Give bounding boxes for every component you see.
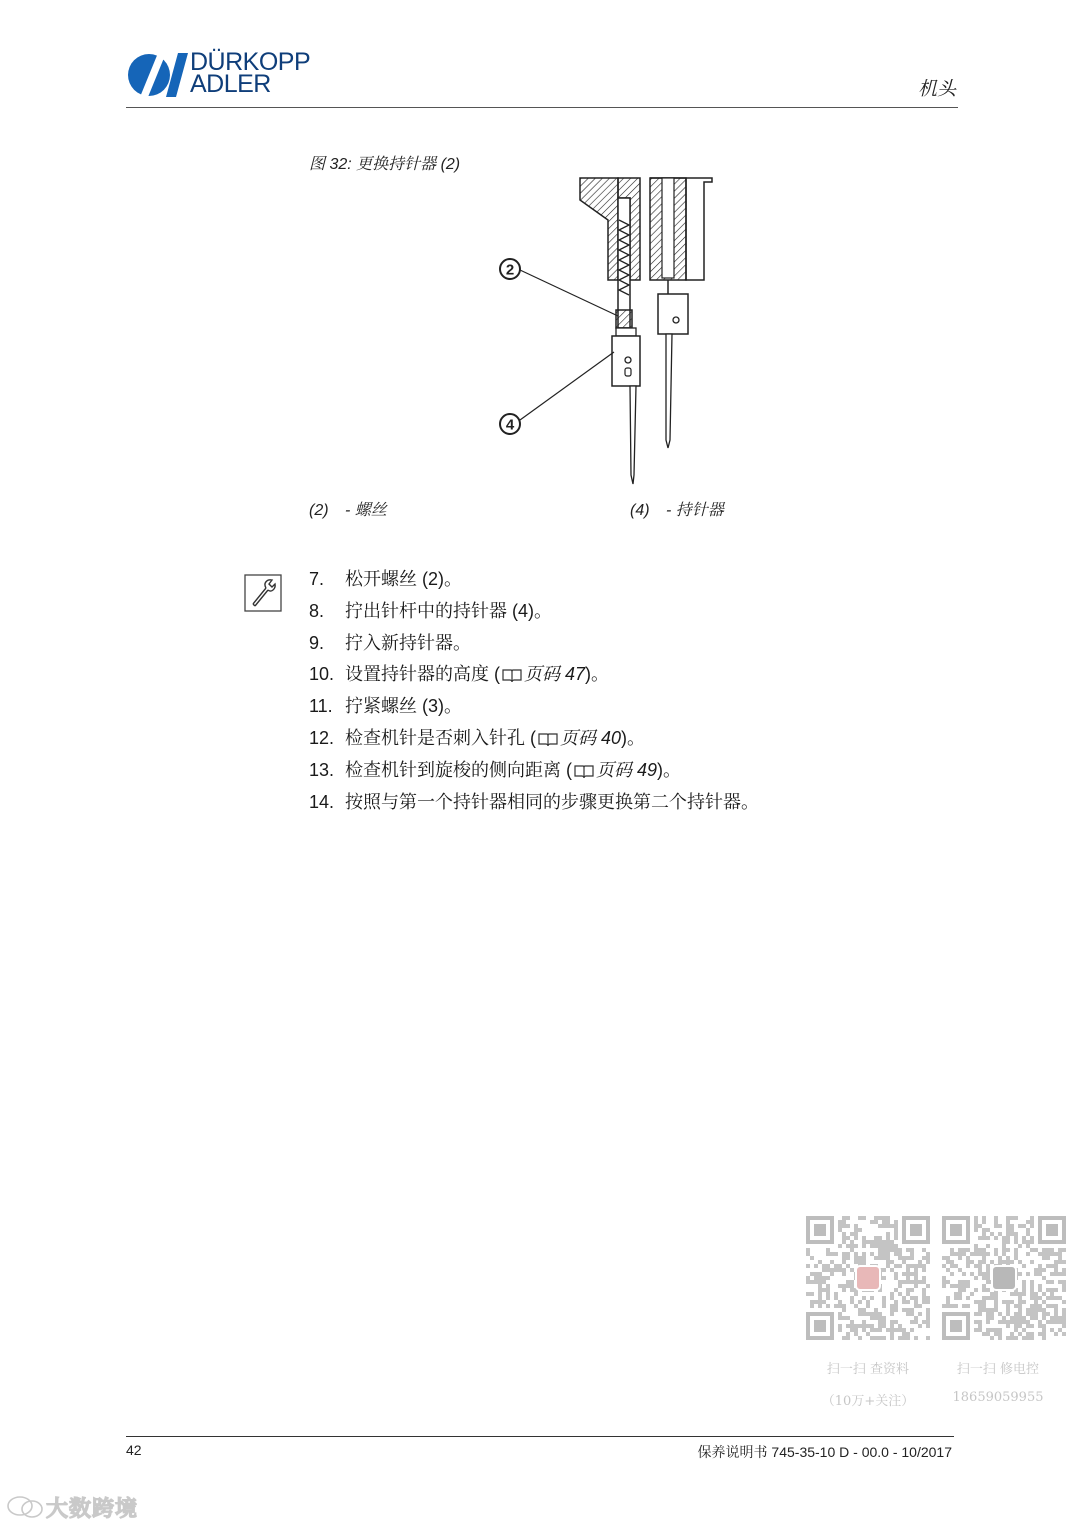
book-icon	[574, 763, 594, 779]
step-item: 9. 拧入新持针器。	[309, 632, 471, 653]
page-reference-link[interactable]: 页码 47	[524, 664, 586, 685]
page-number: 42	[126, 1442, 142, 1458]
wrench-icon	[244, 574, 282, 612]
callout-2	[500, 259, 520, 279]
document-id: 保养说明书 745-35-10 D - 00.0 - 10/2017	[697, 1444, 952, 1460]
step-item: 11. 拧紧螺丝 (3)。	[309, 696, 462, 717]
book-icon	[538, 731, 558, 747]
step-item: 13. 检查机针到旋梭的侧向距离 ( 页码 49)。	[309, 759, 682, 780]
page-reference-link[interactable]: 页码 49	[596, 759, 658, 780]
qr-code[interactable]	[806, 1216, 930, 1340]
wechat-icon	[6, 1494, 46, 1520]
procedure-steps	[309, 565, 759, 819]
watermark: 大数跨境	[6, 1492, 138, 1523]
header-divider	[126, 107, 958, 108]
footer-divider	[126, 1436, 954, 1437]
step-item: 7. 松开螺丝 (2)。	[309, 569, 462, 589]
svg-text:4: 4	[505, 416, 515, 434]
page-reference-link[interactable]: 页码 40	[560, 727, 622, 748]
section-title: 机头	[917, 79, 956, 100]
qr-caption: 扫一扫 修电控	[956, 1362, 1040, 1377]
step-item: 10. 设置持针器的高度 ( 页码 47)。	[309, 664, 610, 685]
step-item: 8. 拧出针杆中的持针器 (4)。	[309, 600, 552, 621]
qr-caption: 18659059955	[952, 1390, 1044, 1405]
step-item: 12. 检查机针是否刺入针孔 ( 页码 40)。	[309, 727, 646, 748]
qr-caption: 扫一扫 查资料	[826, 1362, 910, 1377]
brand-name: DÜRKOPP ADLER	[190, 48, 311, 98]
needle-holder-diagram	[490, 170, 740, 490]
book-icon	[502, 667, 522, 683]
figure-caption: 图 32: 更换持针器 (2)	[309, 156, 461, 173]
step-item: 14. 按照与第一个持针器相同的步骤更换第二个持针器。	[309, 791, 759, 812]
callout-4	[500, 414, 520, 434]
svg-text:2: 2	[505, 261, 515, 279]
legend-item: (2) - 螺丝	[309, 502, 387, 519]
qr-caption: （10万+关注）	[821, 1394, 915, 1409]
qr-code[interactable]	[942, 1216, 1066, 1340]
legend-item: (4) - 持针器	[630, 502, 724, 519]
